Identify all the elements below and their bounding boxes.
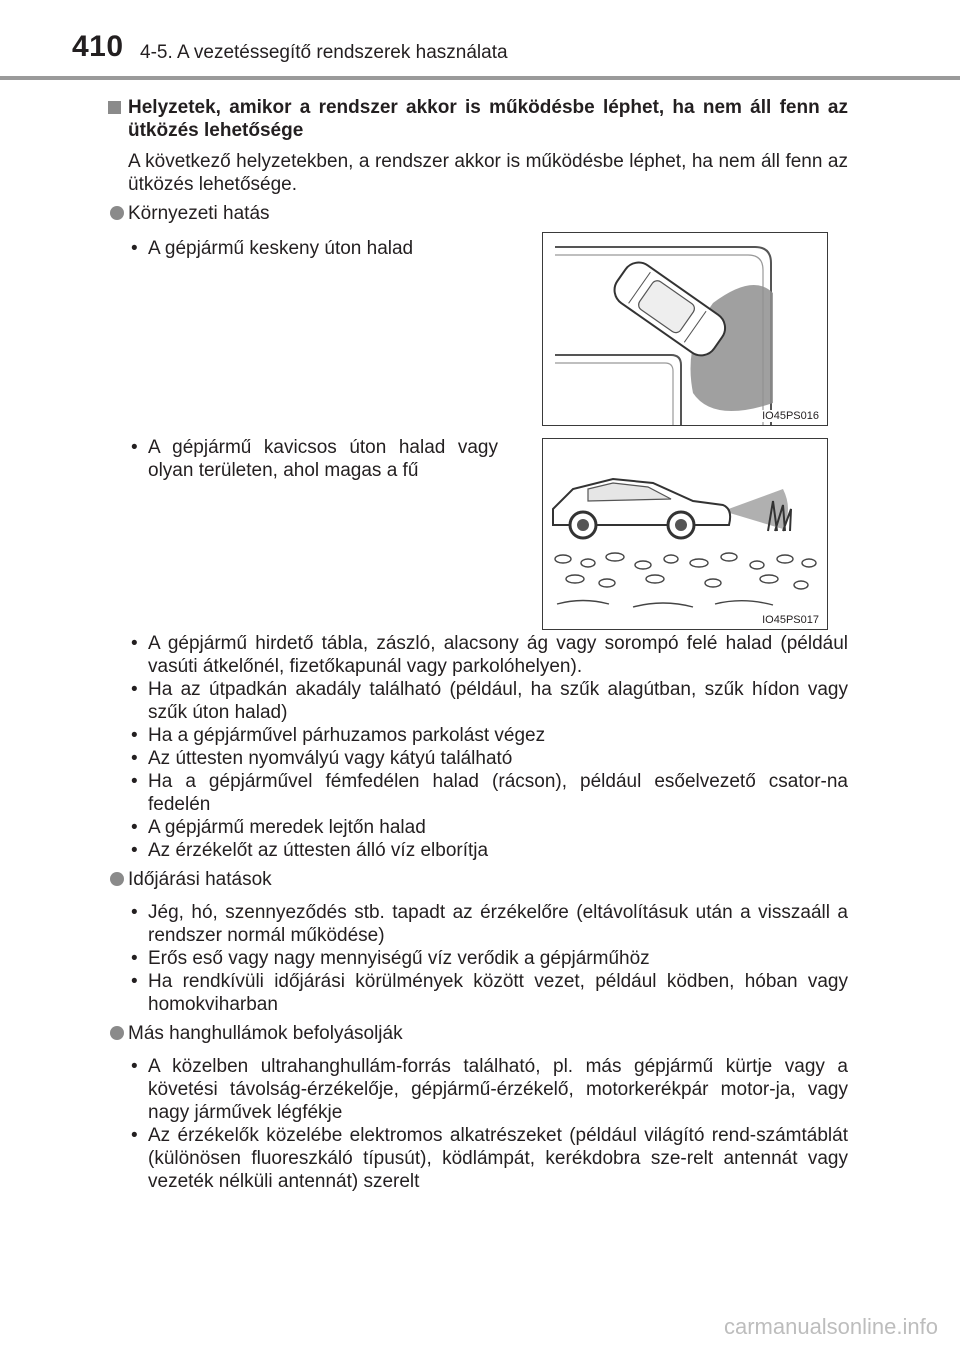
narrow-road-illustration bbox=[543, 233, 827, 425]
watermark: carmanualsonline.info bbox=[723, 1314, 938, 1339]
list-item: • Ha az útpadkán akadály található (például, ha szűk alagútban, szűk hídon vagy szűk úton halad) bbox=[128, 678, 848, 724]
figure-item-list bbox=[108, 237, 498, 260]
group-heading-sound bbox=[108, 1022, 848, 1045]
list-item: • Ha rendkívüli időjárási körülmények között vezet, például ködben, hóban vagy homokviharban bbox=[128, 970, 848, 1016]
figure-label: IO45PS017 bbox=[762, 614, 819, 626]
square-bullet-icon bbox=[108, 101, 121, 114]
figure-narrow-road bbox=[542, 232, 828, 426]
section-title: Helyzetek, amikor a rendszer akkor is működésbe léphet, ha nem áll fenn az ütközés lehetősége bbox=[128, 97, 848, 141]
list-item: • Ha a gépjárművel párhuzamos parkolást végez bbox=[128, 724, 848, 747]
list-item: • A gépjármű meredek lejtőn halad bbox=[128, 816, 848, 839]
figure-item-list bbox=[108, 436, 498, 482]
list-item: • Az érzékelők közelébe elektromos alkatrészeket (például világító rend-számtáblát (különösen fluoreszkáló típusút), ködlámpát, kerékdobra sze-relt antennát vagy vezeték nélküli antennát) szerelt bbox=[128, 1124, 848, 1193]
list-item: • Az úttesten nyomvályú vagy kátyú található bbox=[128, 747, 848, 770]
figure-label: IO45PS016 bbox=[762, 410, 819, 422]
list-item: • Ha a gépjárművel fémfedélen halad (rácson), például esőelvezető csator-na fedelén bbox=[128, 770, 848, 816]
list-item: • Erős eső vagy nagy mennyiségű víz verődik a gépjárműhöz bbox=[128, 947, 848, 970]
list-item: • A közelben ultrahanghullám-forrás található, pl. más gépjármű kürtje vagy a követési távolság-érzékelője, gépjármű-érzékelő, motorkerékpár motor-ja, vagy nagy járművek légfékje bbox=[128, 1055, 848, 1124]
circle-bullet-icon bbox=[110, 1026, 124, 1040]
list-item: • Jég, hó, szennyeződés stb. tapadt az érzékelőre (eltávolításuk után a visszaáll a rendszer normál működése) bbox=[128, 901, 848, 947]
group-title: Más hanghullámok befolyásolják bbox=[128, 1023, 403, 1044]
group-title: Környezeti hatás bbox=[128, 203, 270, 224]
page-number: 410 bbox=[72, 30, 124, 63]
page-header bbox=[0, 0, 960, 82]
group-heading-weather bbox=[108, 868, 848, 891]
group-heading-environment bbox=[108, 202, 848, 225]
list-item: • A gépjármű kavicsos úton halad vagy olyan területen, ahol magas a fű bbox=[128, 436, 498, 482]
group-title: Időjárási hatások bbox=[128, 869, 272, 890]
gravel-road-illustration bbox=[543, 439, 827, 629]
section-heading bbox=[108, 96, 848, 142]
list-item: • A gépjármű keskeny úton halad bbox=[128, 237, 498, 260]
sound-list bbox=[108, 1055, 848, 1193]
header-rule bbox=[0, 76, 960, 80]
list-item: • A gépjármű hirdető tábla, zászló, alacsony ág vagy sorompó felé halad (például vasúti átkelőnél, fizetőkapunál vagy parkolóhelyen). bbox=[128, 632, 848, 678]
figure-gravel-road bbox=[542, 438, 828, 630]
list-item: • Az érzékelőt az úttesten álló víz elborítja bbox=[128, 839, 848, 862]
section-intro: A következő helyzetekben, a rendszer akkor is működésbe léphet, ha nem áll fenn az ütközés lehetősége. bbox=[128, 151, 848, 195]
chapter-title: 4-5. A vezetéssegítő rendszerek használata bbox=[140, 42, 508, 63]
environment-list bbox=[108, 632, 848, 862]
weather-list bbox=[108, 901, 848, 1016]
circle-bullet-icon bbox=[110, 872, 124, 886]
circle-bullet-icon bbox=[110, 206, 124, 220]
